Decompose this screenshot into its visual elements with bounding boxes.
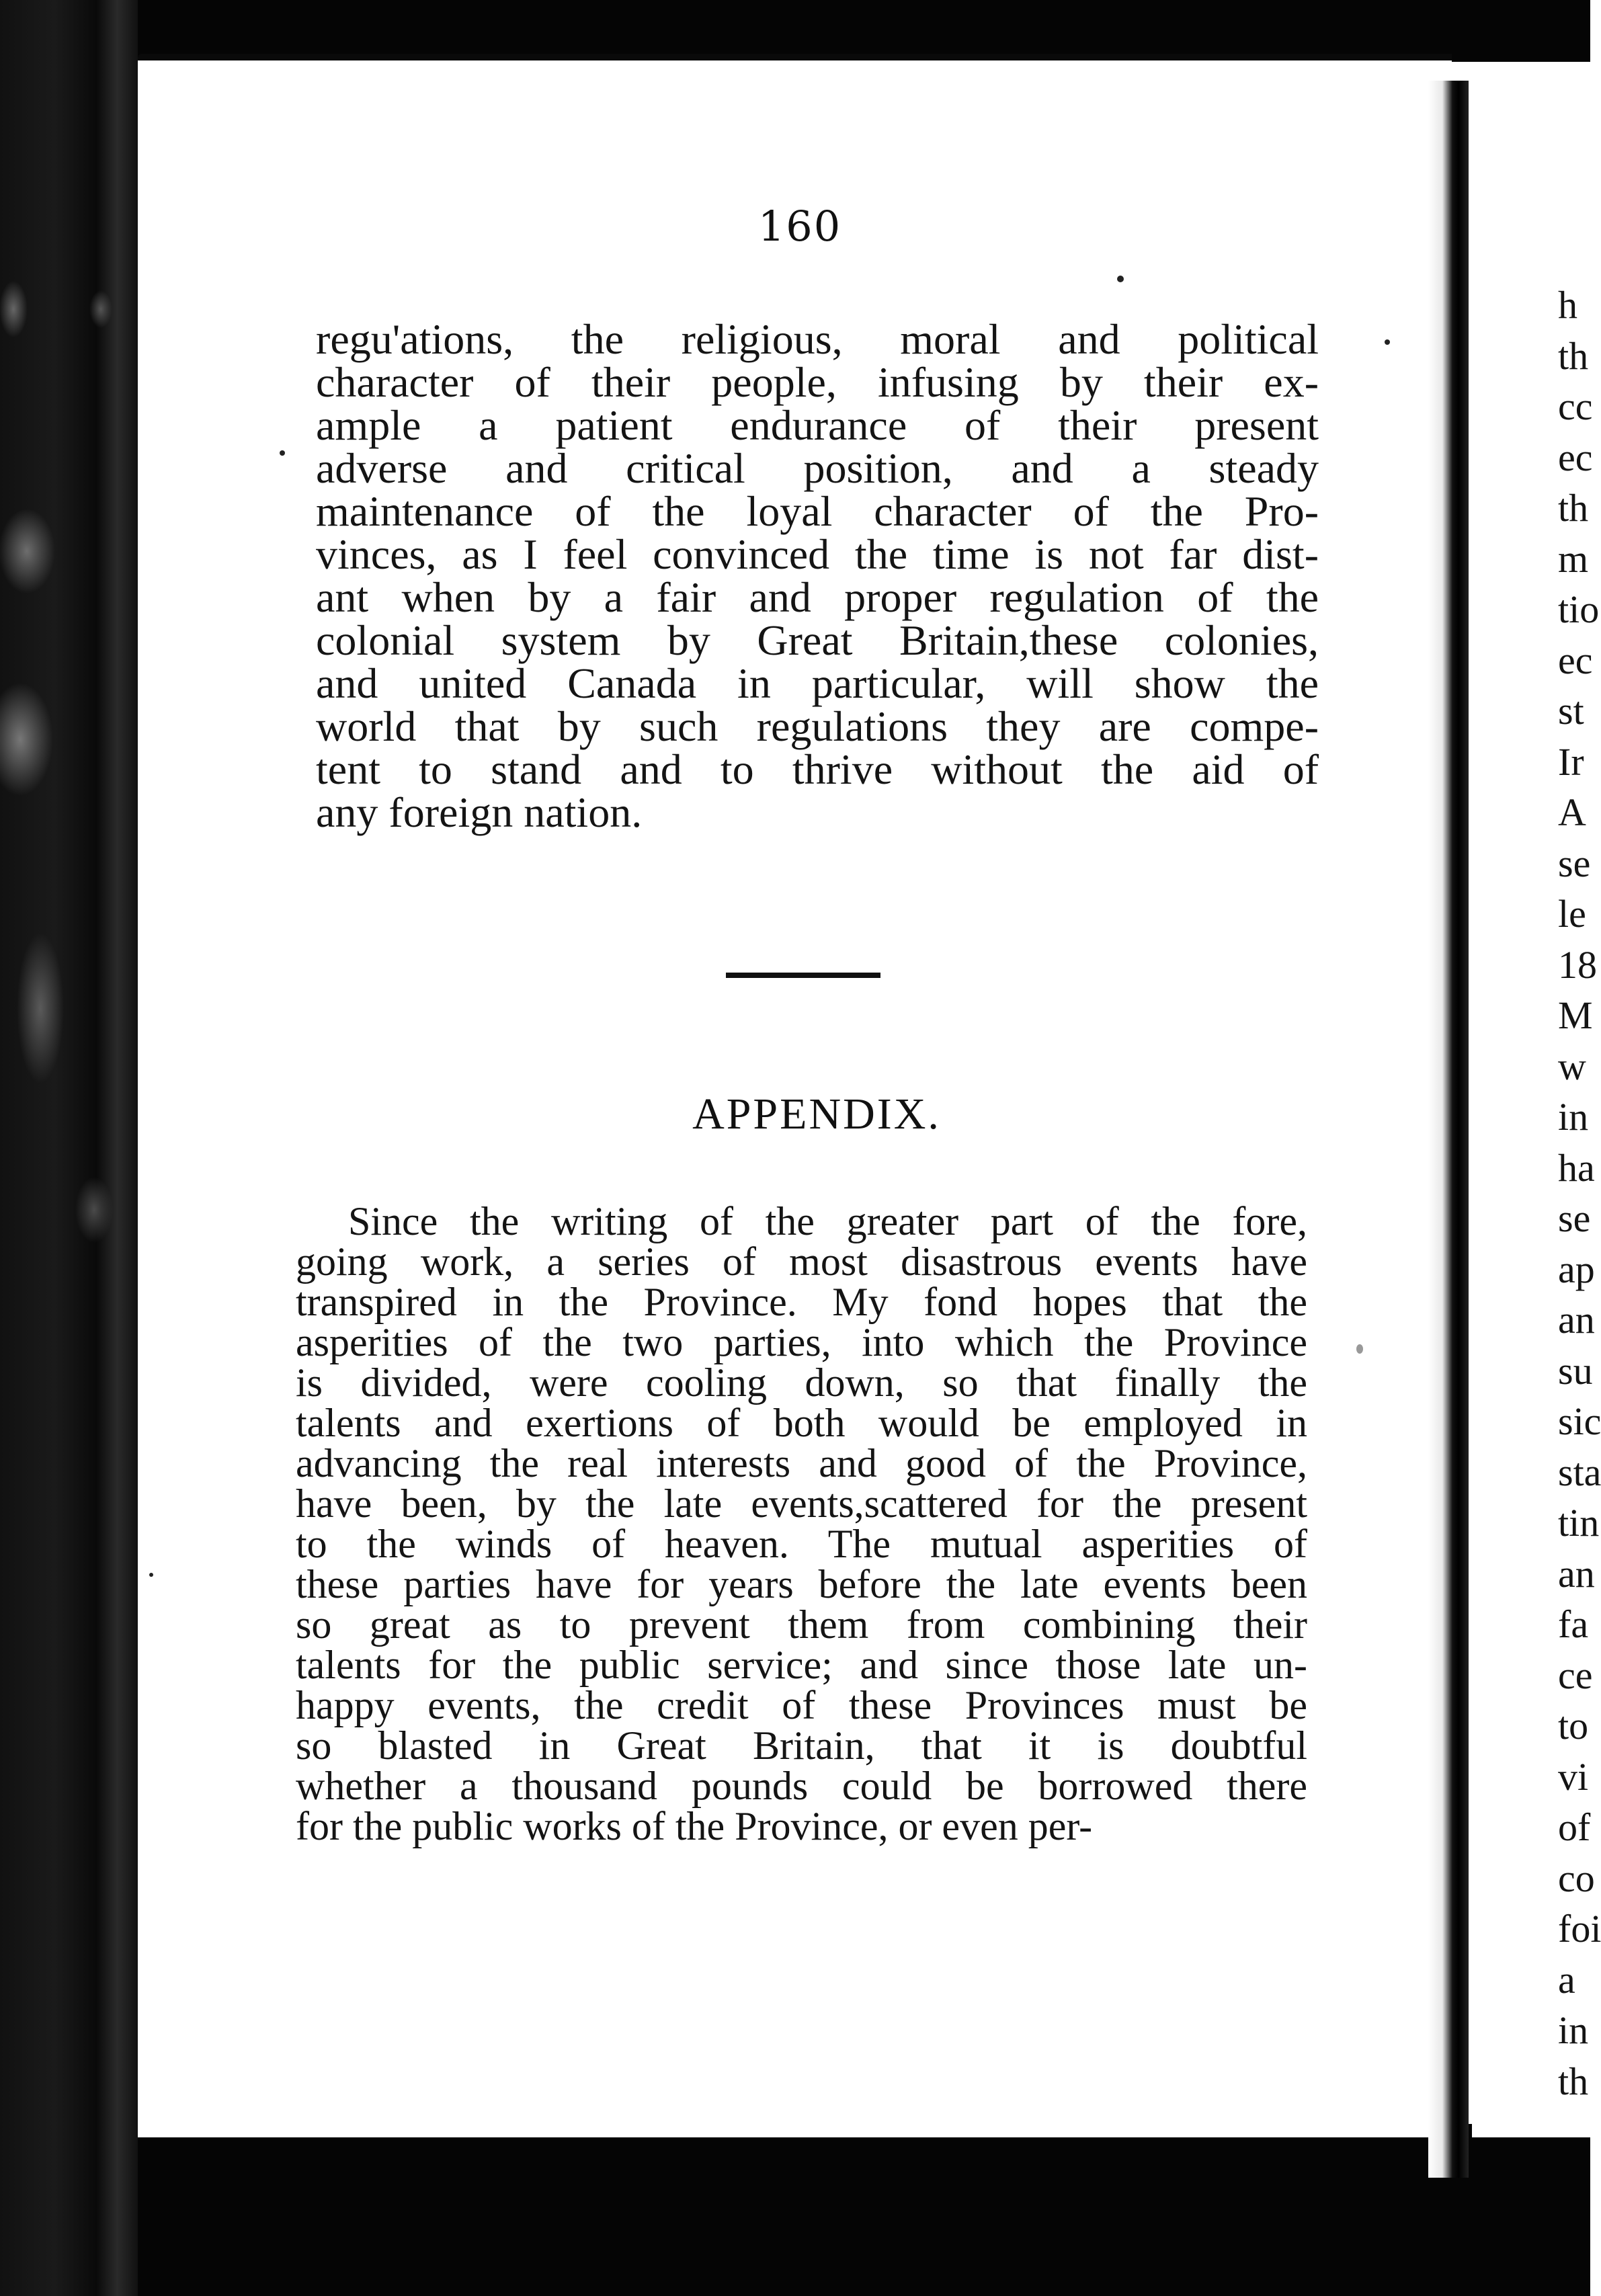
text-line: these parties have for years before the late events been xyxy=(296,1562,1307,1606)
ink-speck xyxy=(1385,339,1390,345)
appendix-heading: APPENDIX. xyxy=(692,1090,941,1139)
text-line: going work, a series of most disastrous events have xyxy=(296,1239,1307,1284)
text-line: and united Canada in particular, will show the xyxy=(316,659,1319,707)
text-line: asperities of the two parties, into which the Province xyxy=(296,1320,1307,1364)
facing-page-fragment: ec xyxy=(1558,638,1593,682)
facing-page-fragment: su xyxy=(1558,1348,1593,1393)
facing-page-fragment: to xyxy=(1558,1704,1589,1748)
facing-page-fragment: w xyxy=(1558,1044,1586,1088)
text-line: regu'ations, the religious, moral and political xyxy=(316,315,1319,363)
book-spine-edge xyxy=(0,0,138,2296)
facing-page-fragment: fa xyxy=(1558,1602,1589,1646)
facing-page-fragment: le xyxy=(1558,892,1586,936)
scanner-border-bottom xyxy=(0,2124,1590,2296)
facing-page-fragment: h xyxy=(1558,283,1577,327)
text-line: so blasted in Great Britain, that it is doubtful xyxy=(296,1723,1307,1768)
text-line: so great as to prevent them from combining their xyxy=(296,1602,1307,1647)
page-gutter xyxy=(1428,81,1469,2178)
facing-page-fragment: an xyxy=(1558,1551,1595,1596)
text-line: tent to stand and to thrive without the aid of xyxy=(316,745,1319,793)
facing-page-fragment: se xyxy=(1558,1196,1591,1240)
text-line: Since the writing of the greater part of the fore, xyxy=(348,1199,1307,1243)
facing-page-fragment: in xyxy=(1558,2008,1589,2052)
facing-page-fragment: se xyxy=(1558,841,1591,885)
text-line: transpired in the Province. My fond hopes that the xyxy=(296,1280,1307,1324)
facing-page-fragment: M xyxy=(1558,993,1593,1037)
text-line: for the public works of the Province, or even per- xyxy=(296,1804,1093,1848)
facing-page-fragment: ha xyxy=(1558,1145,1595,1190)
text-line: advancing the real interests and good of the Province, xyxy=(296,1441,1307,1485)
text-line: adverse and critical position, and a steady xyxy=(316,444,1319,492)
page-number: 160 xyxy=(757,202,842,251)
facing-page-fragment: tin xyxy=(1558,1501,1600,1545)
facing-page-fragment: foi xyxy=(1558,1907,1601,1951)
facing-page-fragment: th xyxy=(1558,333,1589,378)
text-line: is divided, were cooling down, so that finally the xyxy=(296,1360,1307,1405)
facing-page-fragment: tio xyxy=(1558,587,1600,631)
facing-page-fragment: in xyxy=(1558,1095,1589,1139)
facing-page-fragment: st xyxy=(1558,689,1584,733)
text-line: whether a thousand pounds could be borrowed there xyxy=(296,1764,1307,1808)
facing-page-fragment: a xyxy=(1558,1957,1575,2002)
section-divider-rule xyxy=(726,973,880,978)
ink-speck xyxy=(1117,276,1124,282)
continued-paragraph xyxy=(316,315,1319,836)
facing-page-fragment: th xyxy=(1558,2059,1589,2103)
text-line: ant when by a fair and proper regulation of the xyxy=(316,573,1319,621)
facing-page-fragment: cc xyxy=(1558,384,1593,428)
text-line: maintenance of the loyal character of the Pro- xyxy=(316,487,1319,535)
ink-speck xyxy=(149,1573,153,1577)
facing-page-fragment: A xyxy=(1558,790,1586,834)
text-line: talents and exertions of both would be employed in xyxy=(296,1401,1307,1445)
facing-page-fragment: sic xyxy=(1558,1399,1601,1443)
scanner-border-top xyxy=(0,0,1590,62)
text-line: character of their people, infusing by their ex- xyxy=(316,358,1319,406)
appendix-paragraph xyxy=(296,1198,1307,1848)
facing-page-fragment: co xyxy=(1558,1856,1595,1900)
facing-page-fragment: ec xyxy=(1558,435,1593,479)
facing-page-fragment: th xyxy=(1558,486,1589,530)
facing-page-fragment: ap xyxy=(1558,1247,1595,1291)
facing-page-fragment: vi xyxy=(1558,1754,1589,1799)
ink-speck xyxy=(1356,1344,1363,1354)
ink-speck xyxy=(280,450,285,456)
facing-page-fragment: sta xyxy=(1558,1450,1601,1494)
facing-page-fragment: ce xyxy=(1558,1653,1593,1697)
text-line: to the winds of heaven. The mutual asperities of xyxy=(296,1522,1307,1566)
text-line: ample a patient endurance of their present xyxy=(316,401,1319,449)
text-line: world that by such regulations they are compe- xyxy=(316,702,1319,750)
text-line: colonial system by Great Britain,these colonies, xyxy=(316,616,1319,664)
text-line: have been, by the late events,scattered for the present xyxy=(296,1481,1307,1526)
text-line: any foreign nation. xyxy=(316,788,643,836)
facing-page-fragment: an xyxy=(1558,1298,1595,1342)
facing-page-fragment: of xyxy=(1558,1805,1591,1849)
facing-page-fragment: m xyxy=(1558,536,1589,581)
facing-page-fragment: 18 xyxy=(1558,942,1597,987)
text-line: happy events, the credit of these Provinces must be xyxy=(296,1683,1307,1727)
facing-page-fragment: Ir xyxy=(1558,739,1584,784)
text-line: talents for the public service; and since those late un- xyxy=(296,1643,1307,1687)
text-line: vinces, as I feel convinced the time is not far dist- xyxy=(316,530,1319,578)
